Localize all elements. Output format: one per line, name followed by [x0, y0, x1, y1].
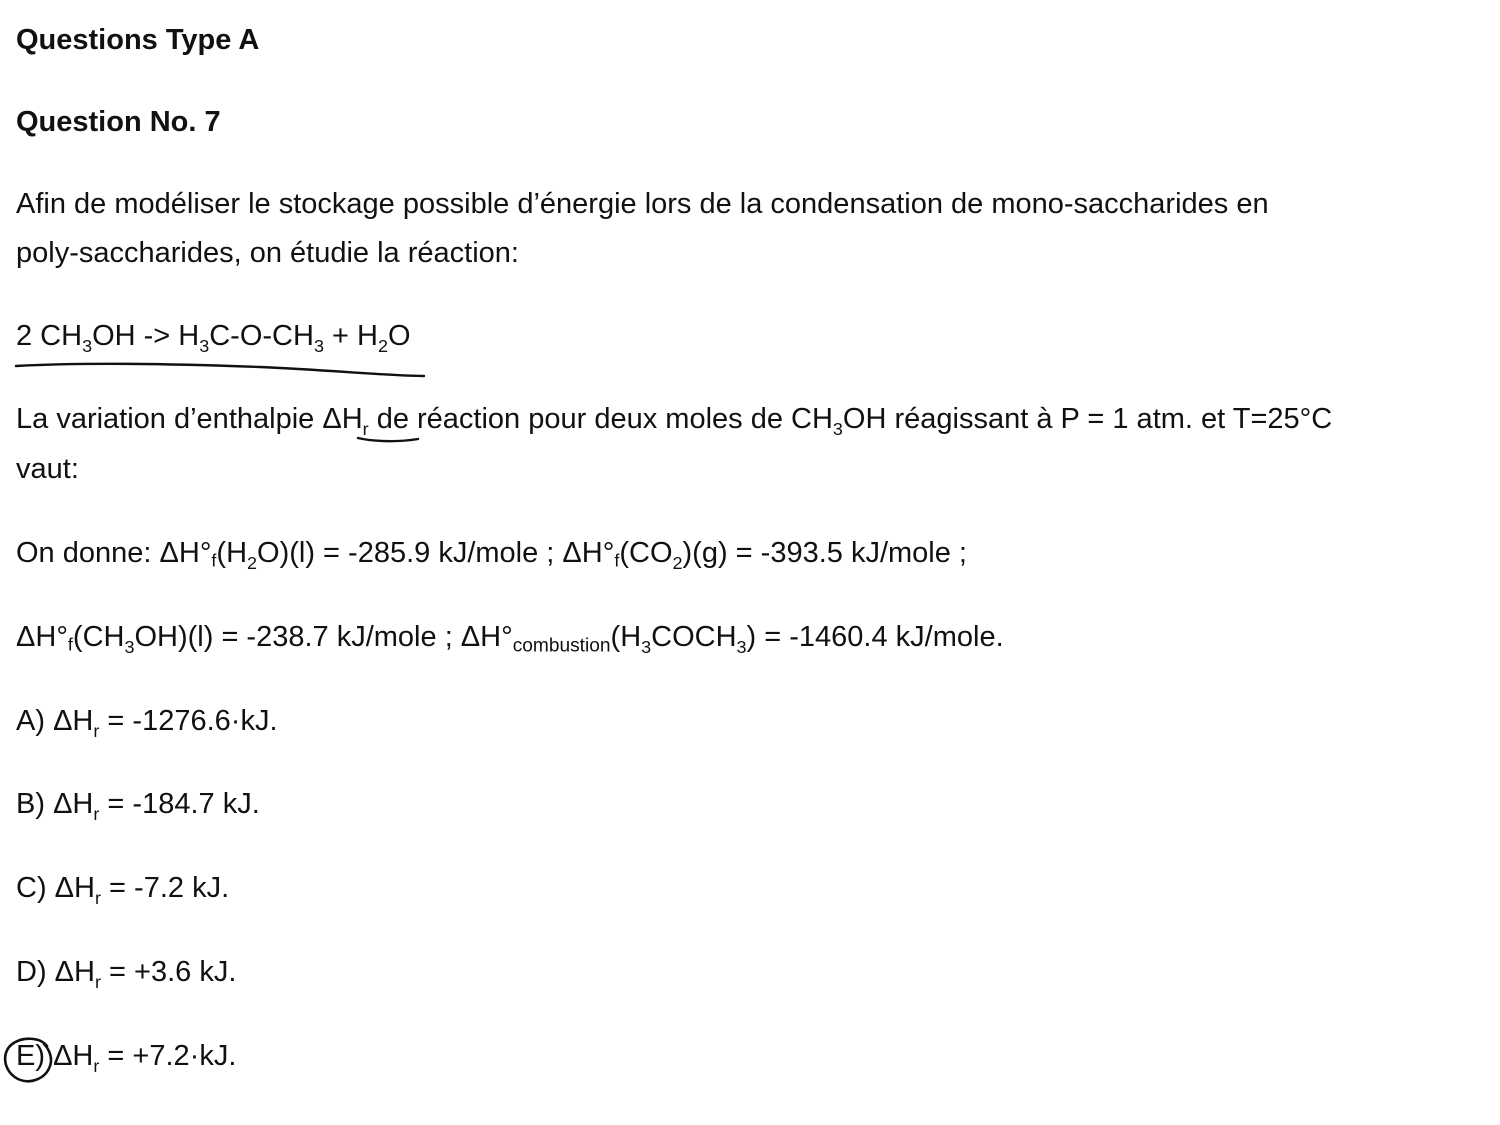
option-a: A) $\Delta H_r = -1276.6\cdot kJ$. [16, 705, 278, 741]
section-title: Questions Type A [16, 24, 260, 56]
given-line-2: $\Delta H^\circ f(CH_3OH)(l) = -238.7$ kJ/mole ; $\Delta H^\circ combustion(H_3COCH_3) = -1460.4$ kJ/mole. [16, 621, 1004, 657]
given-line-1: On donne: $\Delta H^\circ f(H_2O)(l) = -285.9$ kJ/mole ; $\Delta H^\circ f(CO_2)(g) = -393.5$ kJ/mole ; [16, 537, 967, 573]
variation-line-2: vaut: [16, 453, 79, 485]
option-d: D) $\Delta H_r = +3.6$ kJ. [16, 956, 237, 992]
reaction-equation: 2 $CH_3OH -> H_3C-O-CH_3 + H_2O$ [16, 320, 411, 356]
option-b: B) $\Delta H_r = -184.7$ kJ. [16, 788, 260, 824]
option-e: E) $\Delta H_r = +7.2\cdot kJ$. [16, 1040, 237, 1076]
variation-line-1: La variation d’enthalpie $\Delta H_r$ de réaction pour deux moles de $CH_3OH$ réagissant à P = 1 atm. et T=25°C [16, 403, 1333, 439]
intro-line-2: poly-saccharides, on étudie la réaction: [16, 237, 519, 269]
delta-h-r-symbol: $\Delta H_r$ [322, 403, 369, 439]
reaction-underline [16, 364, 424, 376]
question-number: Question No. 7 [16, 106, 221, 138]
intro-line-1: Afin de modéliser le stockage possible d’énergie lors de la condensation de mono-saccharides en [16, 188, 1269, 220]
option-c: C) $\Delta H_r = -7.2$ kJ. [16, 872, 230, 908]
